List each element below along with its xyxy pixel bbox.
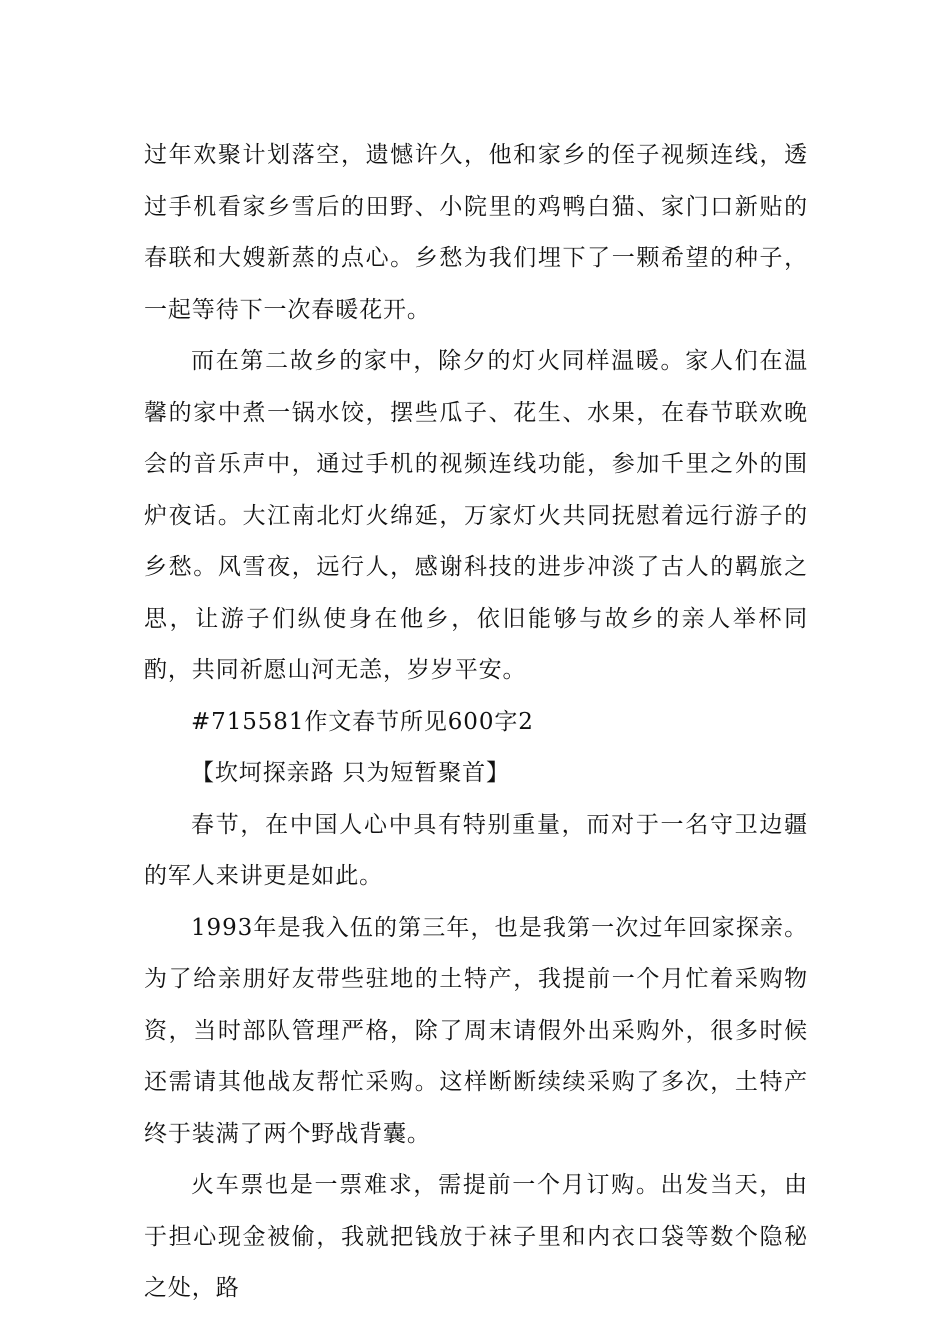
paragraph-5: 火车票也是一票难求，需提前一个月订购。出发当天，由于担心现金被偷，我就把钱放于袜子里和内衣口袋等数个隐秘之处，路 bbox=[144, 1172, 808, 1301]
paragraph-3: 春节，在中国人心中具有特别重量，而对于一名守卫边疆的军人来讲更是如此。 bbox=[144, 811, 808, 889]
paragraph-2: 而在第二故乡的家中，除夕的灯火同样温暖。家人们在温馨的家中煮一锅水饺，摆些瓜子、花生、水果，在春节联欢晚会的音乐声中，通过手机的视频连线功能，参加千里之外的围炉夜话。大江南北灯火绵延，万家灯火共同抚慰着远行游子的乡愁。风雪夜，远行人，感谢科技的进步冲淡了古人的羁旅之思，让游子们纵使身在他乡，依旧能够与故乡的亲人举杯同酌，共同祈愿山河无恙，岁岁平安。 bbox=[144, 348, 808, 683]
paragraph-1: 过年欢聚计划落空，遗憾许久，他和家乡的侄子视频连线，透过手机看家乡雪后的田野、小院里的鸡鸭白猫、家门口新贴的春联和大嫂新蒸的点心。乡愁为我们埋下了一颗希望的种子，一起等待下一次春暖花开。 bbox=[144, 142, 808, 323]
paragraph-4: 1993年是我入伍的第三年，也是我第一次过年回家探亲。为了给亲朋好友带些驻地的土特产，我提前一个月忙着采购物资，当时部队管理严格，除了周末请假外出采购外，很多时候还需请其他战友帮忙采购。这样断断续续采购了多次，土特产终于装满了两个野战背囊。 bbox=[144, 914, 808, 1147]
section-subtitle: 【坎坷探亲路 只为短暂聚首】 bbox=[191, 760, 510, 786]
section-number-heading: #715581作文春节所见600字2 bbox=[191, 708, 534, 735]
document-body bbox=[144, 130, 808, 1315]
